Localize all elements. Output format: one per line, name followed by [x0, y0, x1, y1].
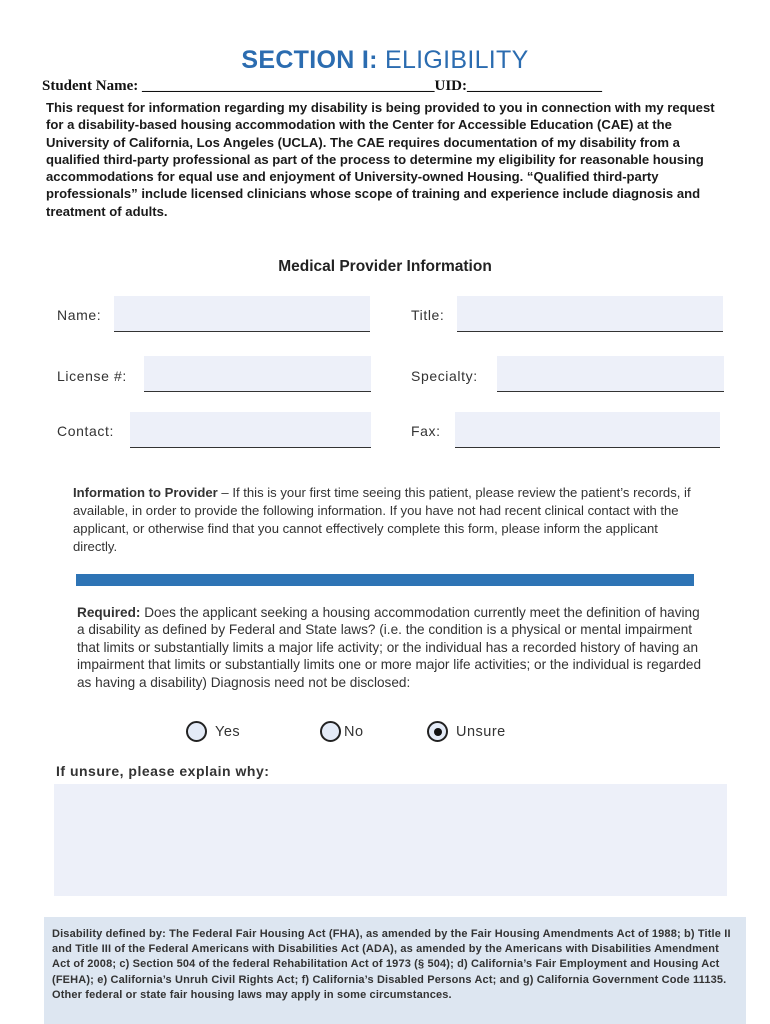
footer-text: Disability defined by: The Federal Fair Housing Act (FHA), as amended by the Fair Housing Amendments Act of 1988; b) Title II and Title III of the Federal Americans with Disabilities Act (ADA), as amended by the Americans with Disabilities Amendment Act of 2008; c) Section 504 of the federal Rehabilitation Act of 1973 (§ 504); d) California’s Fair Employment and Housing Act (FEHA); e) California’s Unruh Civil Rights Act; f) California’s Disabled Persons Act; and g) California Government Code 11135. Other federal or state fair housing laws may apply in some circumstances.: [52, 928, 731, 1001]
section-label: SECTION I:: [241, 46, 378, 74]
specialty-field[interactable]: [497, 356, 724, 392]
required-text: Does the applicant seeking a housing accommodation currently meet the definition of having a disability as defined by Federal and State laws? (i.e. the condition is a physical or mental impairment that limits or substantially limits a major life activity; or the individual has a recorded history of having an impairment that limits or substantially limits one or more major life activities; or the individual is regarded as having a disability) Diagnosis need not be disclosed:: [77, 605, 702, 690]
provider-heading: Medical Provider Information: [278, 258, 492, 275]
provider-info-text: – If this is your first time seeing this patient, please review the patient’s records, if available, in order to provide the following information. If you have not had recent clinical contact with the applicant, or otherwise find that you cannot effectively complete this form, please inform the applicant directly.: [73, 485, 691, 554]
intro-paragraph: This request for information regarding my disability is being provided to you in connection with my request for a disability-based housing accommodation with the Center for Accessible Education (CAE) at the University of California, Los Angeles (UCLA). The CAE requires documentation of my disability from a qualified third-party professional as part of the process to determine my eligibility for reasonable housing accommodations for equal use and enjoyment of University-owned Housing. “Qualified third-party professionals” include licensed clinicians whose scope of training and experience include diagnosis and treatment of adults.: [46, 100, 715, 219]
name-label: Name:: [57, 307, 102, 323]
student-name-label: Student Name:: [42, 78, 139, 94]
option-unsure[interactable]: [427, 721, 506, 742]
title-label: Title:: [411, 307, 445, 323]
uid-blank[interactable]: __________________: [467, 78, 602, 94]
fax-label: Fax:: [411, 423, 441, 439]
required-question: [77, 604, 707, 691]
section-title: [0, 46, 770, 75]
fax-field[interactable]: [455, 412, 720, 448]
option-no-label: No: [344, 723, 364, 740]
option-unsure-label: Unsure: [456, 723, 506, 740]
section-name: ELIGIBILITY: [384, 46, 529, 74]
option-yes[interactable]: [186, 721, 240, 742]
uid-label: UID:: [434, 78, 467, 94]
option-no[interactable]: [320, 721, 364, 742]
disability-definition-footer: [44, 917, 746, 1024]
license-number-field[interactable]: [144, 356, 371, 392]
explain-textarea[interactable]: [54, 784, 727, 896]
required-label: Required:: [77, 605, 141, 620]
contact-label: Contact:: [57, 423, 114, 439]
student-info-line: [42, 78, 602, 95]
provider-title-field[interactable]: [457, 296, 723, 332]
option-yes-label: Yes: [215, 723, 241, 740]
provider-info-label: Information to Provider: [73, 485, 218, 500]
radio-unsure[interactable]: [427, 721, 448, 742]
license-label: License #:: [57, 368, 127, 384]
student-name-blank[interactable]: _______________________________________: [142, 78, 435, 94]
radio-no[interactable]: [320, 721, 341, 742]
provider-name-field[interactable]: [114, 296, 370, 332]
section-divider: [76, 574, 694, 586]
contact-field[interactable]: [130, 412, 371, 448]
provider-info-paragraph: [73, 484, 703, 556]
radio-yes[interactable]: [186, 721, 207, 742]
specialty-label: Specialty:: [411, 368, 478, 384]
explain-label: If unsure, please explain why:: [56, 763, 270, 779]
